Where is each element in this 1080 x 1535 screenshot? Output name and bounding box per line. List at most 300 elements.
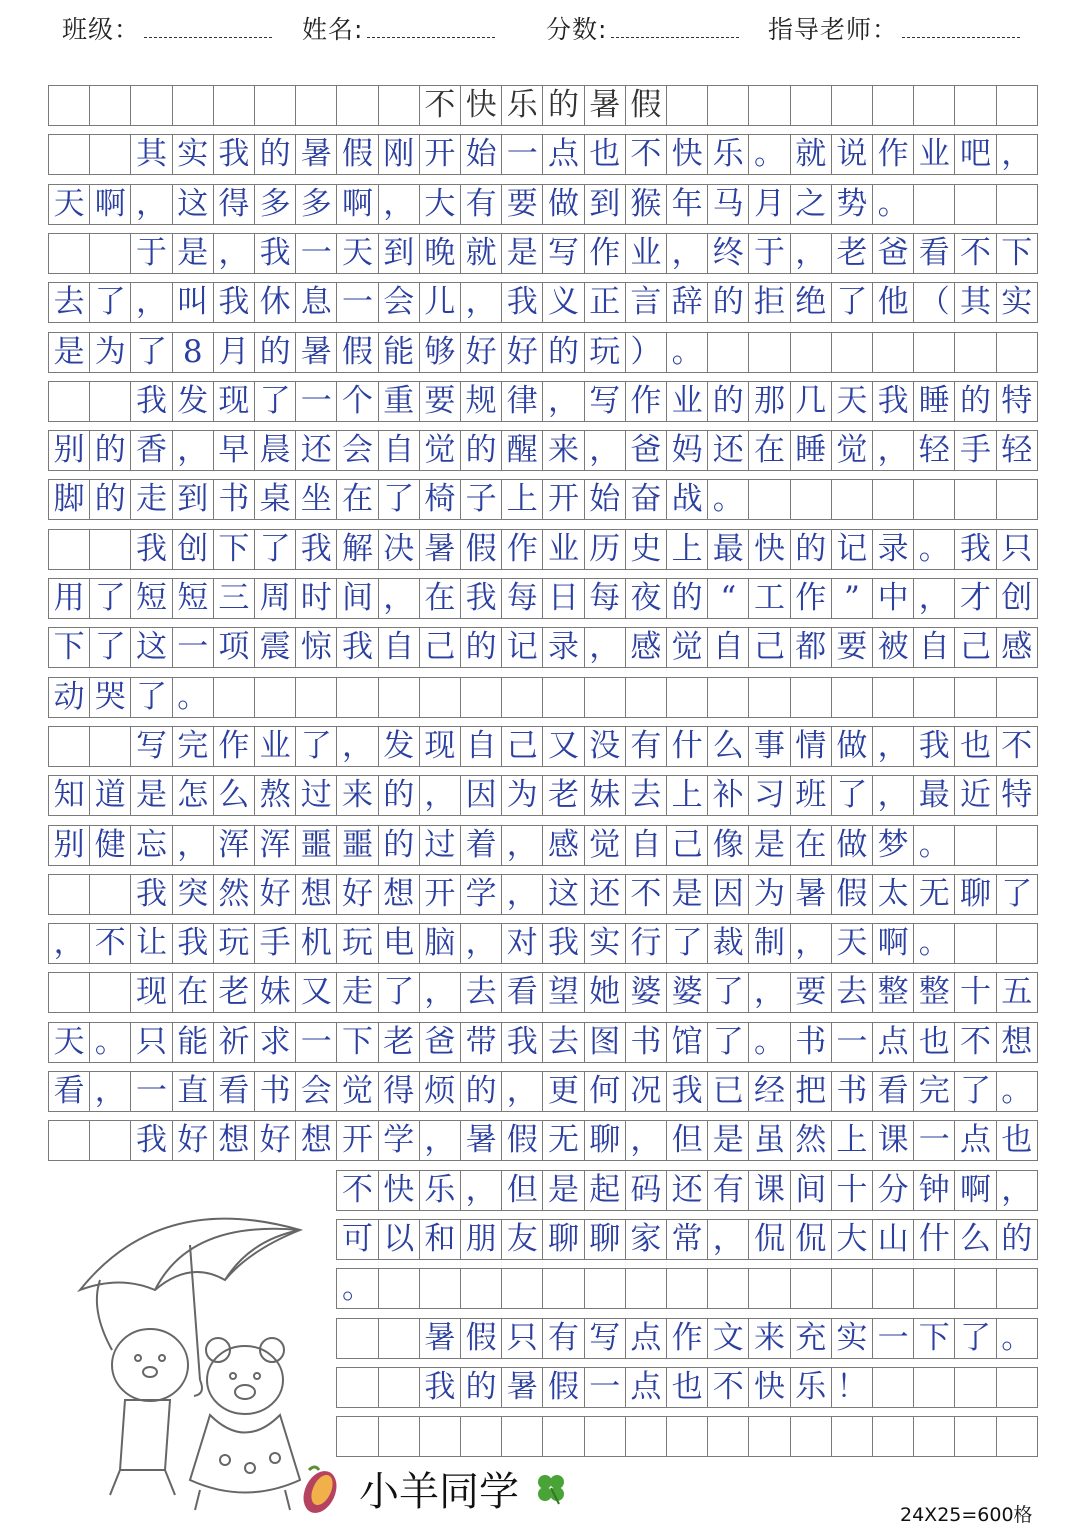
grid-cell: 要 [831,627,873,668]
grid-cell: 晨 [254,430,296,471]
grid-cell: 在 [172,972,214,1013]
grid-cell: 。 [913,923,955,964]
grid-cell: 夜 [625,578,667,619]
grid-cell [748,1268,790,1309]
grid-cell: 钟 [913,1170,955,1211]
grid-cell: 猴 [625,184,667,225]
grid-cell: 想 [295,874,337,915]
grid-cell: ， [419,1120,461,1161]
grid-cell: 下 [213,529,255,570]
grid-cell: 有 [460,184,502,225]
grid-cell: 现 [213,381,255,422]
grid-cell: 大 [831,1219,873,1260]
grid-cell: 也 [666,1367,708,1408]
brand-footer [295,1458,569,1518]
grid-cell: ， [501,1071,543,1112]
grid-cell: 来 [542,430,584,471]
grid-cell: 着 [460,825,502,866]
grid-cell: 我 [501,282,543,323]
grid-cell: 决 [378,529,420,570]
title-cell: 暑 [584,85,626,126]
grid-cell: 求 [254,1022,296,1063]
grid-cell [89,874,131,915]
grid-cell: 只 [501,1318,543,1359]
grid-cell: 规 [460,381,502,422]
grid-cell: 过 [419,825,461,866]
grid-cell: 学 [378,1120,420,1161]
grid-cell: 是 [130,775,172,816]
grid-cell [954,479,996,520]
title-cell [872,85,914,126]
name-field [302,10,495,46]
grid-cell: 做 [831,825,873,866]
grid-cell: 侃 [790,1219,832,1260]
grid-cell: 假 [460,1318,502,1359]
title-cell [831,85,873,126]
grid-cell: 短 [172,578,214,619]
grid-cell: 在 [748,430,790,471]
grid-cell: 一 [336,282,378,323]
grid-cell: 补 [707,775,749,816]
grid-cell: 聊 [954,874,996,915]
grid-cell: 实 [996,282,1038,323]
grid-cell [996,1416,1038,1457]
grid-cell: ， [872,430,914,471]
grid-cell: 觉 [419,430,461,471]
grid-cell [954,825,996,866]
grid-cell: 机 [295,923,337,964]
grid-cell: 书 [790,1022,832,1063]
grid-cell: 够 [419,332,461,373]
grid-cell: 我 [295,529,337,570]
grid-cell: 写 [584,1318,626,1359]
grid-cell: 乐 [419,1170,461,1211]
grid-cell: ， [501,874,543,915]
grid-cell: 现 [419,726,461,767]
grid-cell: 于 [748,233,790,274]
grid-cell: 老 [213,972,255,1013]
grid-cell: ， [996,1170,1038,1211]
grid-cell: 脑 [419,923,461,964]
grid-cell: 别 [48,825,90,866]
grid-cell: 还 [666,1170,708,1211]
grid-cell [460,1416,502,1457]
grid-cell: 想 [213,1120,255,1161]
grid-cell [996,1367,1038,1408]
grid-cell [336,1318,378,1359]
grid-cell: 还 [707,430,749,471]
grid-cell: 噩 [336,825,378,866]
title-cell [913,85,955,126]
grid-cell: 特 [996,381,1038,422]
grid-cell: 书 [213,479,255,520]
grid-cell [625,677,667,718]
grid-cell: 始 [584,479,626,520]
grid-cell: 啊 [872,923,914,964]
grid-cell: 看 [501,972,543,1013]
name-blank[interactable] [367,15,495,38]
grid-cell: 也 [996,1120,1038,1161]
grid-cell: 做 [831,726,873,767]
grid-cell: 点 [625,1318,667,1359]
grid-cell: 无 [542,1120,584,1161]
grid-cell: 下 [48,627,90,668]
grid-cell: 坐 [295,479,337,520]
grid-cell: 会 [336,430,378,471]
grid-cell: 不 [996,726,1038,767]
grid-cell: 去 [542,1022,584,1063]
grid-cell: ， [872,775,914,816]
grid-cell: 。 [666,332,708,373]
class-blank[interactable] [144,15,272,38]
grid-cell: 。 [748,134,790,175]
grid-cell: 我 [130,1120,172,1161]
grid-cell: 好 [336,874,378,915]
grid-cell: 作 [213,726,255,767]
grid-cell: 直 [172,1071,214,1112]
grid-cell: 感 [625,627,667,668]
grid-cell: 之 [790,184,832,225]
grid-cell: 一 [913,1120,955,1161]
grid-cell: 只 [130,1022,172,1063]
grid-cell: 大 [419,184,461,225]
grid-cell: 多 [254,184,296,225]
grid-cell: ） [625,332,667,373]
grid-cell: （ [913,282,955,323]
grid-cell [213,677,255,718]
grid-cell: 婆 [625,972,667,1013]
grid-cell [996,184,1038,225]
grid-cell: 的 [254,134,296,175]
grid-cell [913,479,955,520]
grid-cell: 的 [707,282,749,323]
grid-cell: 文 [707,1318,749,1359]
class-label: 班级： [62,15,141,44]
grid-cell: 电 [378,923,420,964]
grid-cell: 休 [254,282,296,323]
grid-cell: 是 [707,1120,749,1161]
grid-cell: 有 [625,726,667,767]
grid-cell: 感 [996,627,1038,668]
grid-cell: 么 [213,775,255,816]
grid-cell: 聊 [542,1219,584,1260]
grid-cell: 但 [501,1170,543,1211]
grid-cell: 暑 [501,1367,543,1408]
grid-cell: 充 [790,1318,832,1359]
grid-cell: 月 [748,184,790,225]
grid-cell: 开 [419,134,461,175]
grid-cell: ， [790,233,832,274]
grid-cell: 为 [89,332,131,373]
grid-cell [48,233,90,274]
grid-cell [254,677,296,718]
grid-cell: 。 [89,1022,131,1063]
grid-cell: 作 [501,529,543,570]
grid-cell: 了 [254,529,296,570]
grid-cell: 了 [954,1071,996,1112]
grid-cell: 完 [913,1071,955,1112]
grid-cell: 上 [666,529,708,570]
title-cell: 不 [419,85,461,126]
grid-cell: 我 [254,233,296,274]
grid-cell [913,332,955,373]
grid-cell [831,479,873,520]
grid-cell: 为 [501,775,543,816]
grid-cell: 又 [542,726,584,767]
grid-cell: 的 [378,775,420,816]
grid-cell: 何 [584,1071,626,1112]
grid-cell [748,479,790,520]
grid-cell [954,332,996,373]
grid-cell: 刚 [378,134,420,175]
grid-cell: 去 [831,972,873,1013]
grid-cell: 我 [130,529,172,570]
grid-cell: ， [501,825,543,866]
title-cell [954,85,996,126]
grid-cell: 带 [460,1022,502,1063]
grid-cell [542,677,584,718]
grid-cell [89,134,131,175]
grid-cell: ！ [831,1367,873,1408]
grid-cell [584,1416,626,1457]
grid-cell: 还 [584,874,626,915]
grid-cell: ， [130,282,172,323]
grid-cell: 这 [542,874,584,915]
grid-count: 24X25=600格 [900,1504,1033,1526]
grid-cell: 短 [130,578,172,619]
grid-cell: 点 [872,1022,914,1063]
grid-cell: 整 [913,972,955,1013]
grid-cell: 我 [666,1071,708,1112]
grid-cell: 。 [913,529,955,570]
grid-cell: 重 [378,381,420,422]
grid-cell: 自 [378,627,420,668]
grid-cell: 不 [954,233,996,274]
grid-cell: ， [460,1170,502,1211]
grid-cell: 自 [913,627,955,668]
grid-cell: 看 [913,233,955,274]
grid-cell: 完 [172,726,214,767]
grid-cell: 其 [130,134,172,175]
grid-cell: 一 [295,233,337,274]
grid-cell: 说 [831,134,873,175]
brand-name: 小羊同学 [359,1468,519,1515]
grid-cell: 记 [501,627,543,668]
grid-cell [790,677,832,718]
grid-cell: ， [707,1219,749,1260]
grid-cell: 烦 [419,1071,461,1112]
grid-cell: 了 [707,972,749,1013]
grid-cell: 奋 [625,479,667,520]
grid-cell [48,529,90,570]
grid-cell: 作 [625,381,667,422]
grid-cell: 啊 [954,1170,996,1211]
grid-cell: 。 [707,479,749,520]
grid-cell: 图 [584,1022,626,1063]
grid-cell: 也 [954,726,996,767]
grid-cell: 情 [790,726,832,767]
grid-cell: 都 [790,627,832,668]
grid-cell [378,1268,420,1309]
grid-cell: 最 [707,529,749,570]
grid-cell: 暑 [790,874,832,915]
grid-cell [666,1416,708,1457]
grid-cell: 是 [172,233,214,274]
grid-cell: ， [48,923,90,964]
grid-cell: 月 [213,332,255,373]
grid-cell: 早 [213,430,255,471]
grid-cell: 妹 [254,972,296,1013]
grid-cell: 让 [130,923,172,964]
grid-cell: 了 [996,874,1038,915]
grid-cell: 点 [542,134,584,175]
grid-cell [996,332,1038,373]
grid-cell: 一 [295,381,337,422]
grid-cell: 码 [625,1170,667,1211]
grid-cell: 了 [89,578,131,619]
grid-cell: 的 [460,430,502,471]
teacher-blank[interactable] [902,15,1020,38]
grid-cell: 制 [748,923,790,964]
grid-cell: 十 [954,972,996,1013]
grid-cell: 言 [625,282,667,323]
grid-cell: 课 [748,1170,790,1211]
grid-cell: 不 [625,874,667,915]
grid-cell: 。 [872,184,914,225]
grid-cell: 义 [542,282,584,323]
grid-cell: 实 [831,1318,873,1359]
grid-cell: 玩 [213,923,255,964]
grid-cell: 辞 [666,282,708,323]
grid-cell: 间 [336,578,378,619]
grid-cell: 业 [625,233,667,274]
title-cell [172,85,214,126]
grid-cell: 的 [996,1219,1038,1260]
title-cell [130,85,172,126]
grid-cell: 现 [130,972,172,1013]
grid-cell: 业 [666,381,708,422]
grid-cell: 。 [172,677,214,718]
grid-cell: 日 [542,578,584,619]
grid-cell [790,479,832,520]
grid-cell [996,825,1038,866]
grid-cell: 暑 [419,1318,461,1359]
grid-cell: 哭 [89,677,131,718]
grid-cell [419,677,461,718]
title-cell [295,85,337,126]
grid-cell: 想 [295,1120,337,1161]
grid-cell [542,1416,584,1457]
grid-cell: 的 [707,381,749,422]
grid-cell: 来 [748,1318,790,1359]
score-blank[interactable] [611,15,739,38]
grid-cell: 学 [460,874,502,915]
grid-cell: 史 [625,529,667,570]
grid-cell: 老 [378,1022,420,1063]
grid-cell: 己 [954,627,996,668]
grid-cell: 有 [707,1170,749,1211]
grid-cell [913,1416,955,1457]
grid-cell: 觉 [336,1071,378,1112]
grid-cell: 山 [872,1219,914,1260]
grid-cell: ， [790,923,832,964]
grid-cell: 业 [913,134,955,175]
grid-cell: 叫 [172,282,214,323]
grid-cell: 乐 [790,1367,832,1408]
score-label: 分数: [546,15,608,44]
grid-cell: 到 [584,184,626,225]
grid-cell: 一 [295,1022,337,1063]
grid-cell: 觉 [584,825,626,866]
grid-cell: 要 [419,381,461,422]
grid-cell: 那 [748,381,790,422]
grid-cell: 就 [790,134,832,175]
grid-cell: 上 [831,1120,873,1161]
title-cell [748,85,790,126]
four-leaf-clover-icon [533,1470,569,1506]
grid-cell: 点 [954,1120,996,1161]
grid-cell [748,677,790,718]
grid-cell: ， [666,233,708,274]
grid-cell: 作 [872,134,914,175]
grid-cell [913,677,955,718]
grid-cell: 没 [584,726,626,767]
grid-cell: 梦 [872,825,914,866]
grid-cell: 不 [707,1367,749,1408]
grid-cell: 忘 [130,825,172,866]
grid-cell [954,184,996,225]
grid-cell: 一 [584,1367,626,1408]
grid-cell: 实 [584,923,626,964]
grid-cell: 别 [48,430,90,471]
grid-cell: 自 [460,726,502,767]
grid-cell [501,677,543,718]
grid-cell: 点 [625,1367,667,1408]
grid-cell: 己 [666,825,708,866]
grid-cell: 作 [584,233,626,274]
grid-cell: 天 [48,184,90,225]
grid-cell: 。 [748,1022,790,1063]
teacher-field [768,10,1020,46]
grid-cell: 轻 [996,430,1038,471]
grid-cell: 近 [954,775,996,816]
grid-cell [378,1416,420,1457]
grid-cell [48,874,90,915]
grid-cell: 课 [872,1120,914,1161]
grid-cell: ， [872,726,914,767]
grid-cell: 友 [501,1219,543,1260]
worksheet-header [0,10,1080,50]
grid-cell: 用 [48,578,90,619]
grid-cell: 什 [913,1219,955,1260]
grid-cell: 被 [872,627,914,668]
grid-cell: 多 [295,184,337,225]
grid-cell: 天 [336,233,378,274]
grid-cell: 好 [254,1120,296,1161]
grid-cell: ， [748,972,790,1013]
grid-cell: 到 [172,479,214,520]
grid-cell: 业 [542,529,584,570]
grid-cell: 不 [89,923,131,964]
grid-cell: 会 [378,282,420,323]
grid-cell: 班 [790,775,832,816]
grid-cell: 每 [501,578,543,619]
grid-cell: 也 [584,134,626,175]
grid-cell: 终 [707,233,749,274]
grid-cell: 儿 [419,282,461,323]
grid-cell: 假 [336,332,378,373]
grid-cell: 得 [378,1071,420,1112]
